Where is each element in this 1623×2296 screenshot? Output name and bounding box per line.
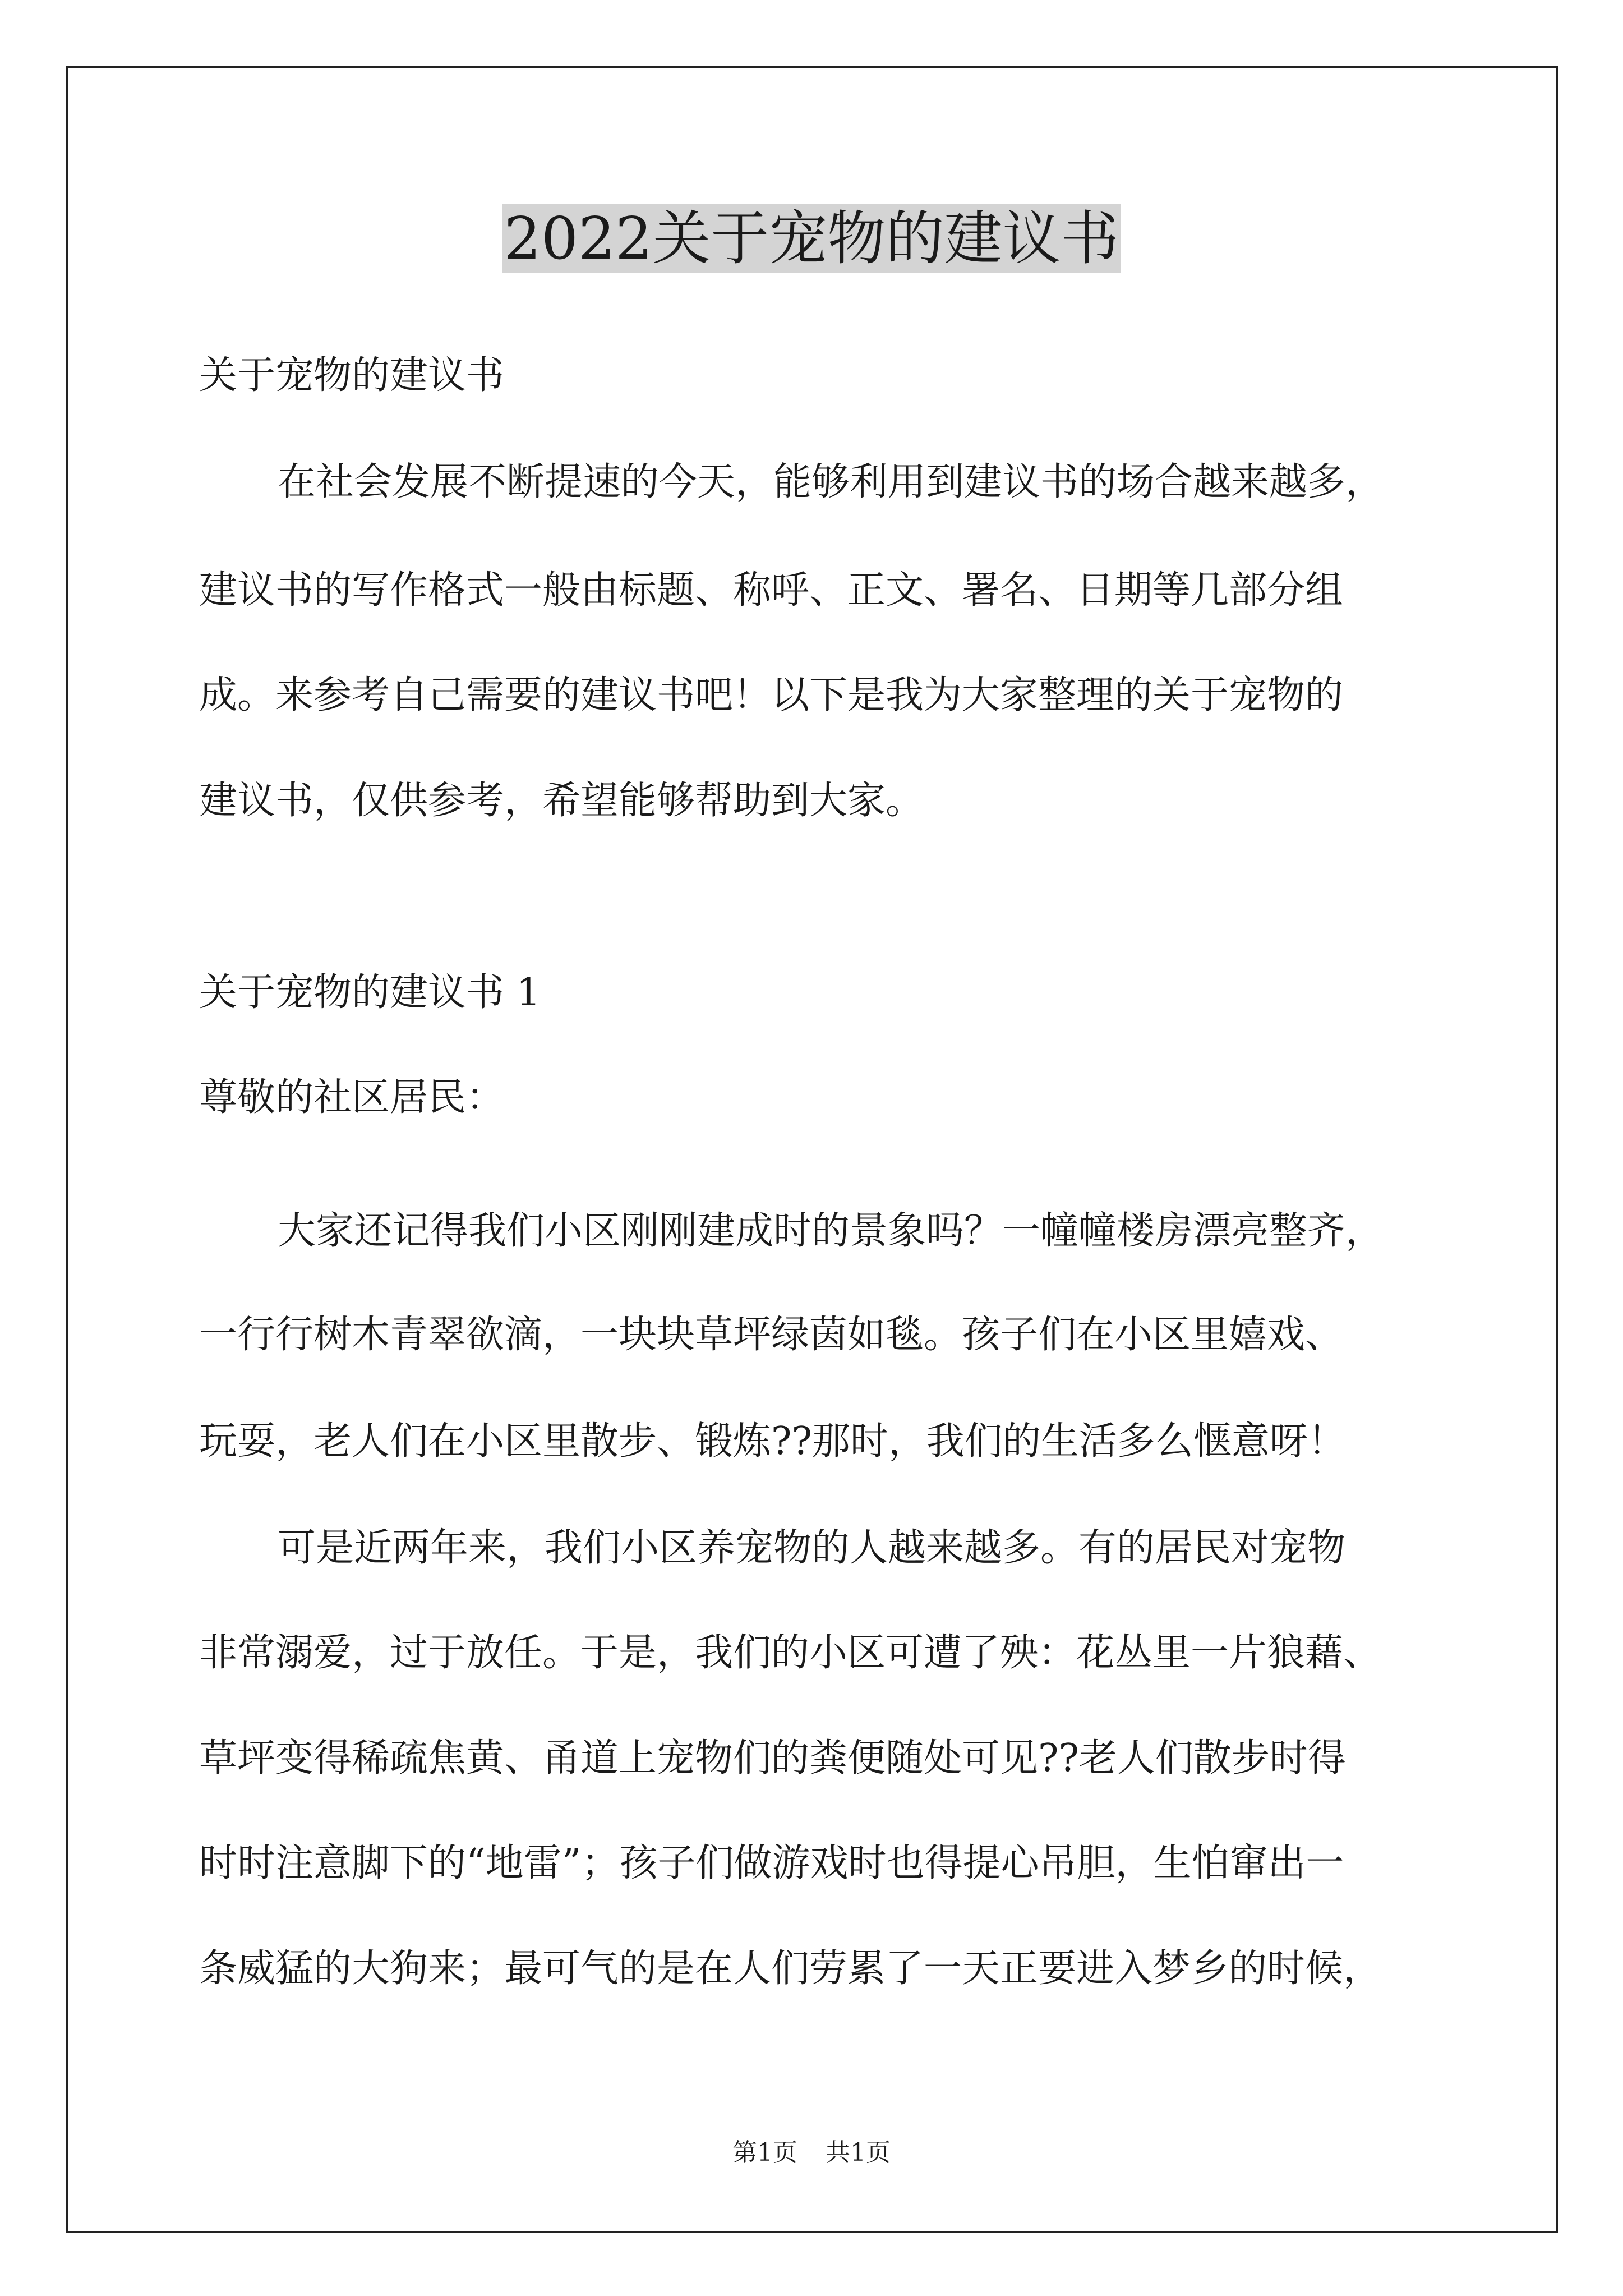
paragraph1-line: 大家还记得我们小区刚刚建成时的景象吗？一幢幢楼房漂亮整齐，: [278, 1209, 1384, 1253]
paragraph2-line: 可是近两年来，我们小区养宠物的人越来越多。有的居民对宠物: [278, 1526, 1346, 1570]
document-subtitle: 关于宠物的建议书: [199, 353, 505, 398]
paragraph2-line: 非常溺爱，过于放任。于是，我们的小区可遭了殃：花丛里一片狼藉、: [199, 1631, 1382, 1675]
section-heading: 关于宠物的建议书 1: [199, 970, 541, 1015]
paragraph2-line: 草坪变得稀疏焦黄、甬道上宠物们的粪便随处可见??老人们散步时得: [199, 1736, 1346, 1780]
intro-line: 建议书的写作格式一般由标题、称呼、正文、署名、日期等几部分组: [199, 568, 1344, 613]
page-footer: [0, 2136, 1623, 2170]
paragraph1-line: 一行行树木青翠欲滴，一块块草坪绿茵如毯。孩子们在小区里嬉戏、: [199, 1313, 1344, 1357]
page-total: 共1页: [826, 2138, 891, 2167]
document-title-text: 2022关于宠物的建议书: [502, 204, 1122, 273]
paragraph2-line: 条威猛的大狗来；最可气的是在人们劳累了一天正要进入梦乡的时候，: [199, 1947, 1382, 1991]
intro-line: 在社会发展不断提速的今天，能够利用到建议书的场合越来越多，: [278, 460, 1384, 504]
paragraph1-line: 玩耍，老人们在小区里散步、锻炼??那时，我们的生活多么惬意呀！: [199, 1419, 1346, 1464]
intro-line: 成。来参考自己需要的建议书吧！以下是我为大家整理的关于宠物的: [199, 673, 1344, 717]
document-title: [0, 196, 1623, 280]
paragraph2-line: 时时注意脚下的“地雷”；孩子们做游戏时也得提心吊胆，生怕窜出一: [199, 1841, 1344, 1885]
intro-line: 建议书，仅供参考，希望能够帮助到大家。: [199, 779, 924, 823]
salutation: 尊敬的社区居民：: [199, 1075, 505, 1120]
page-number: 第1页: [732, 2138, 797, 2167]
